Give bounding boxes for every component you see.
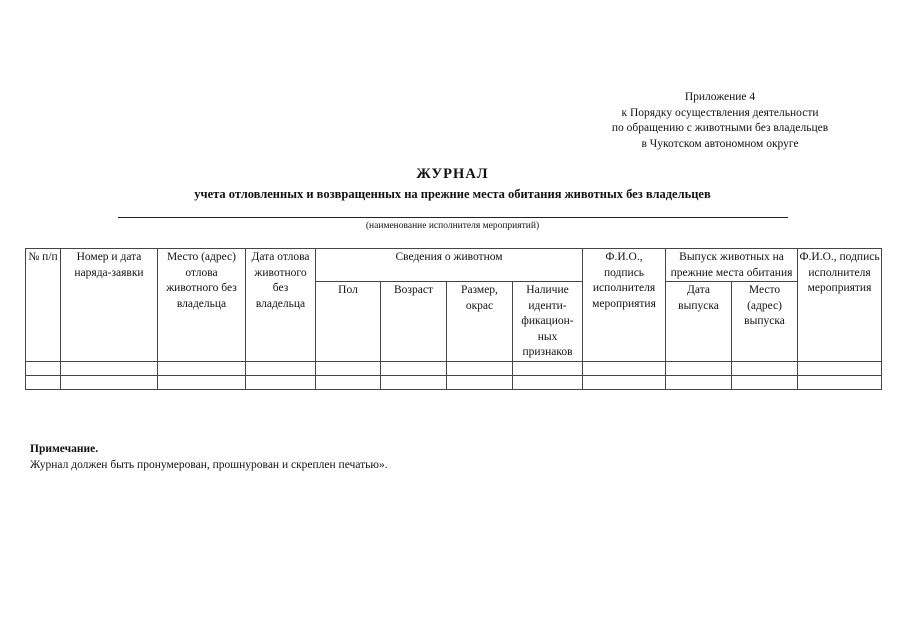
subheader-age: Возраст: [381, 282, 447, 362]
appendix-line: Приложение 4: [684, 91, 756, 103]
header-place: Место (адрес) отлова животного без владельца: [158, 249, 246, 362]
executor-name-line: [118, 217, 788, 218]
table-cell: [158, 375, 246, 389]
subheader-release-place: Место (адрес) выпуска: [732, 282, 798, 362]
table-cell: [26, 375, 61, 389]
header-executor: Ф.И.О., подпись исполнителя мероприятия: [798, 249, 882, 362]
header-animal: Сведения о животном: [316, 249, 583, 282]
table-cell: [246, 375, 316, 389]
subheader-release-date: Дата выпуска: [666, 282, 732, 362]
table-cell: [798, 361, 882, 375]
appendix-line: в Чукотском автономном округе: [641, 137, 799, 150]
table-cell: [316, 375, 381, 389]
note-title: Примечание.: [30, 443, 99, 455]
table-header-row: [26, 249, 882, 282]
table-cell: [732, 375, 798, 389]
subheader-sex: Пол: [316, 282, 381, 362]
table-cell: [26, 361, 61, 375]
table-cell: [666, 361, 732, 375]
journal-table: [25, 248, 882, 390]
subheader-marks: Наличие иденти-фикацион-ных признаков: [513, 282, 583, 362]
table-cell: [513, 375, 583, 389]
subheader-size: Размер, окрас: [447, 282, 513, 362]
header-executor: Ф.И.О., подпись исполнителя мероприятия: [583, 249, 666, 362]
table-cell: [447, 375, 513, 389]
table-cell: [158, 361, 246, 375]
appendix-header: [560, 90, 880, 152]
note-text: Журнал должен быть пронумерован, прошнурован и скреплен печатью».: [30, 459, 388, 471]
table-cell: [732, 361, 798, 375]
table-cell: [381, 361, 447, 375]
table-cell: [381, 375, 447, 389]
executor-name-caption: (наименование исполнителя мероприятий): [365, 221, 540, 231]
table-cell: [61, 375, 158, 389]
table-cell: [447, 361, 513, 375]
table-cell: [513, 361, 583, 375]
header-num: № п/п: [26, 249, 61, 362]
header-date: Дата отлова животного без владельца: [246, 249, 316, 362]
appendix-line: к Порядку осуществления деятельности: [621, 106, 819, 119]
header-release: Выпуск животных на прежние места обитания: [666, 249, 798, 282]
table-cell: [316, 361, 381, 375]
table-cell: [61, 361, 158, 375]
document-subtitle: учета отловленных и возвращенных на прежние места обитания животных без владельцев: [194, 187, 711, 201]
table-row: [26, 361, 882, 375]
table-row: [26, 375, 882, 389]
table-cell: [583, 361, 666, 375]
table-cell: [666, 375, 732, 389]
table-cell: [246, 361, 316, 375]
table-cell: [583, 375, 666, 389]
document-title: ЖУРНАЛ: [416, 166, 489, 182]
table-cell: [798, 375, 882, 389]
appendix-line: по обращению с животными без владельцев: [611, 122, 829, 134]
header-order: Номер и дата наряда-заявки: [61, 249, 158, 362]
